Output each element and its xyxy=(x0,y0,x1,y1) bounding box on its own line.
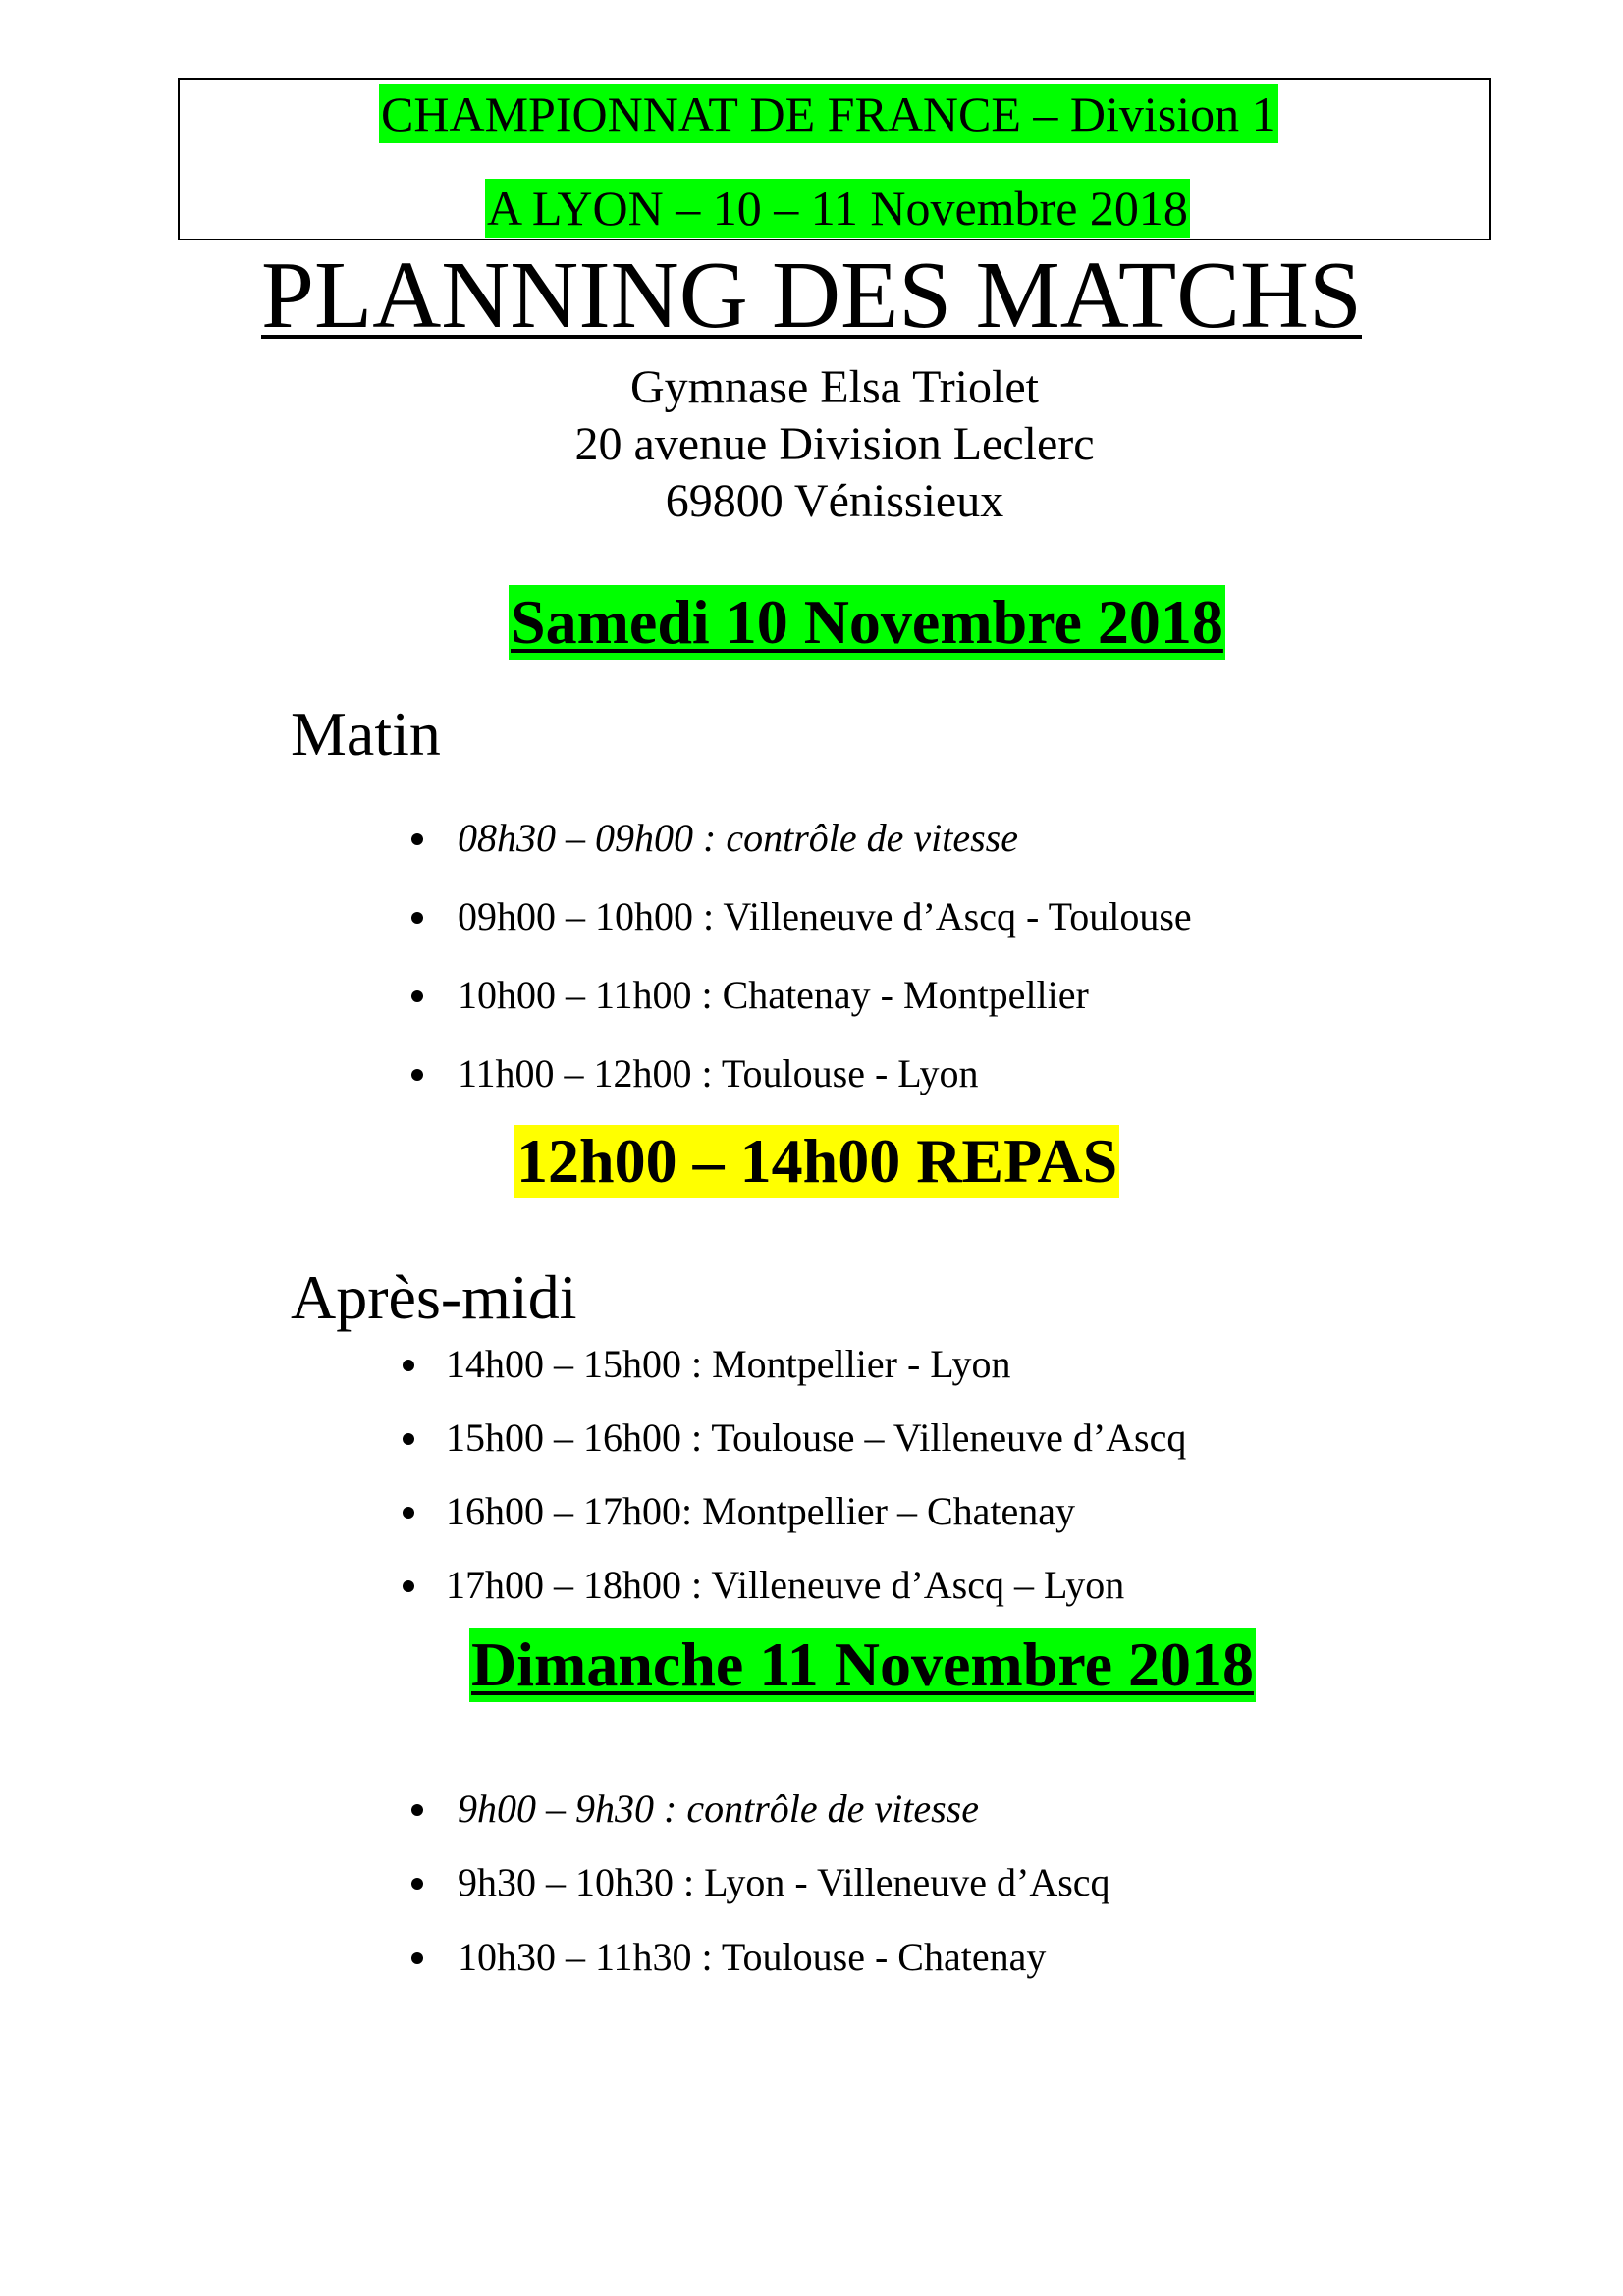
saturday-afternoon-item-2: 15h00 – 16h00 : Toulouse – Villeneuve d’Ascq xyxy=(446,1415,1187,1460)
bullet-icon xyxy=(411,990,423,1002)
bullet-icon xyxy=(411,833,423,845)
meal-break-banner: 12h00 – 14h00 REPAS xyxy=(516,1126,1118,1196)
sunday-item-3: 10h30 – 11h30 : Toulouse - Chatenay xyxy=(458,1935,1047,1979)
bullet-icon xyxy=(411,1069,423,1081)
saturday-heading: Samedi 10 Novembre 2018 xyxy=(509,585,1225,660)
saturday-morning-item-4: 11h00 – 12h00 : Toulouse - Lyon xyxy=(458,1051,979,1095)
sunday-item-1: 9h00 – 9h30 : contrôle de vitesse xyxy=(458,1787,979,1831)
sunday-heading: Dimanche 11 Novembre 2018 xyxy=(469,1628,1256,1702)
page-title xyxy=(0,241,1623,349)
saturday-morning-item-3: 10h00 – 11h00 : Chatenay - Montpellier xyxy=(458,973,1089,1017)
afternoon-label: Après-midi xyxy=(291,1262,577,1332)
venue-street: 20 avenue Division Leclerc xyxy=(574,418,1095,470)
page-title-text: PLANNING DES MATCHS xyxy=(261,242,1362,347)
bullet-icon xyxy=(411,912,423,924)
bullet-icon xyxy=(411,1878,423,1890)
banner-line-1: CHAMPIONNAT DE FRANCE – Division 1 xyxy=(381,86,1276,141)
bullet-icon xyxy=(403,1580,414,1592)
venue-city: 69800 Vénissieux xyxy=(665,475,1004,527)
sunday-item-2: 9h30 – 10h30 : Lyon - Villeneuve d’Ascq xyxy=(458,1860,1110,1904)
bullet-icon xyxy=(411,1952,423,1964)
bullet-icon xyxy=(403,1360,414,1371)
saturday-afternoon-item-4: 17h00 – 18h00 : Villeneuve d’Ascq – Lyon xyxy=(446,1563,1125,1607)
morning-label: Matin xyxy=(291,699,441,769)
saturday-afternoon-item-3: 16h00 – 17h00: Montpellier – Chatenay xyxy=(446,1489,1076,1533)
venue-name: Gymnase Elsa Triolet xyxy=(630,361,1039,413)
saturday-afternoon-item-1: 14h00 – 15h00 : Montpellier - Lyon xyxy=(446,1342,1011,1386)
bullet-icon xyxy=(403,1507,414,1519)
saturday-morning-item-2: 09h00 – 10h00 : Villeneuve d’Ascq - Toulouse xyxy=(458,894,1192,938)
banner-line-2: A LYON – 10 – 11 Novembre 2018 xyxy=(487,181,1188,236)
bullet-icon xyxy=(411,1804,423,1816)
saturday-morning-item-1: 08h30 – 09h00 : contrôle de vitesse xyxy=(458,816,1018,860)
bullet-icon xyxy=(403,1433,414,1445)
